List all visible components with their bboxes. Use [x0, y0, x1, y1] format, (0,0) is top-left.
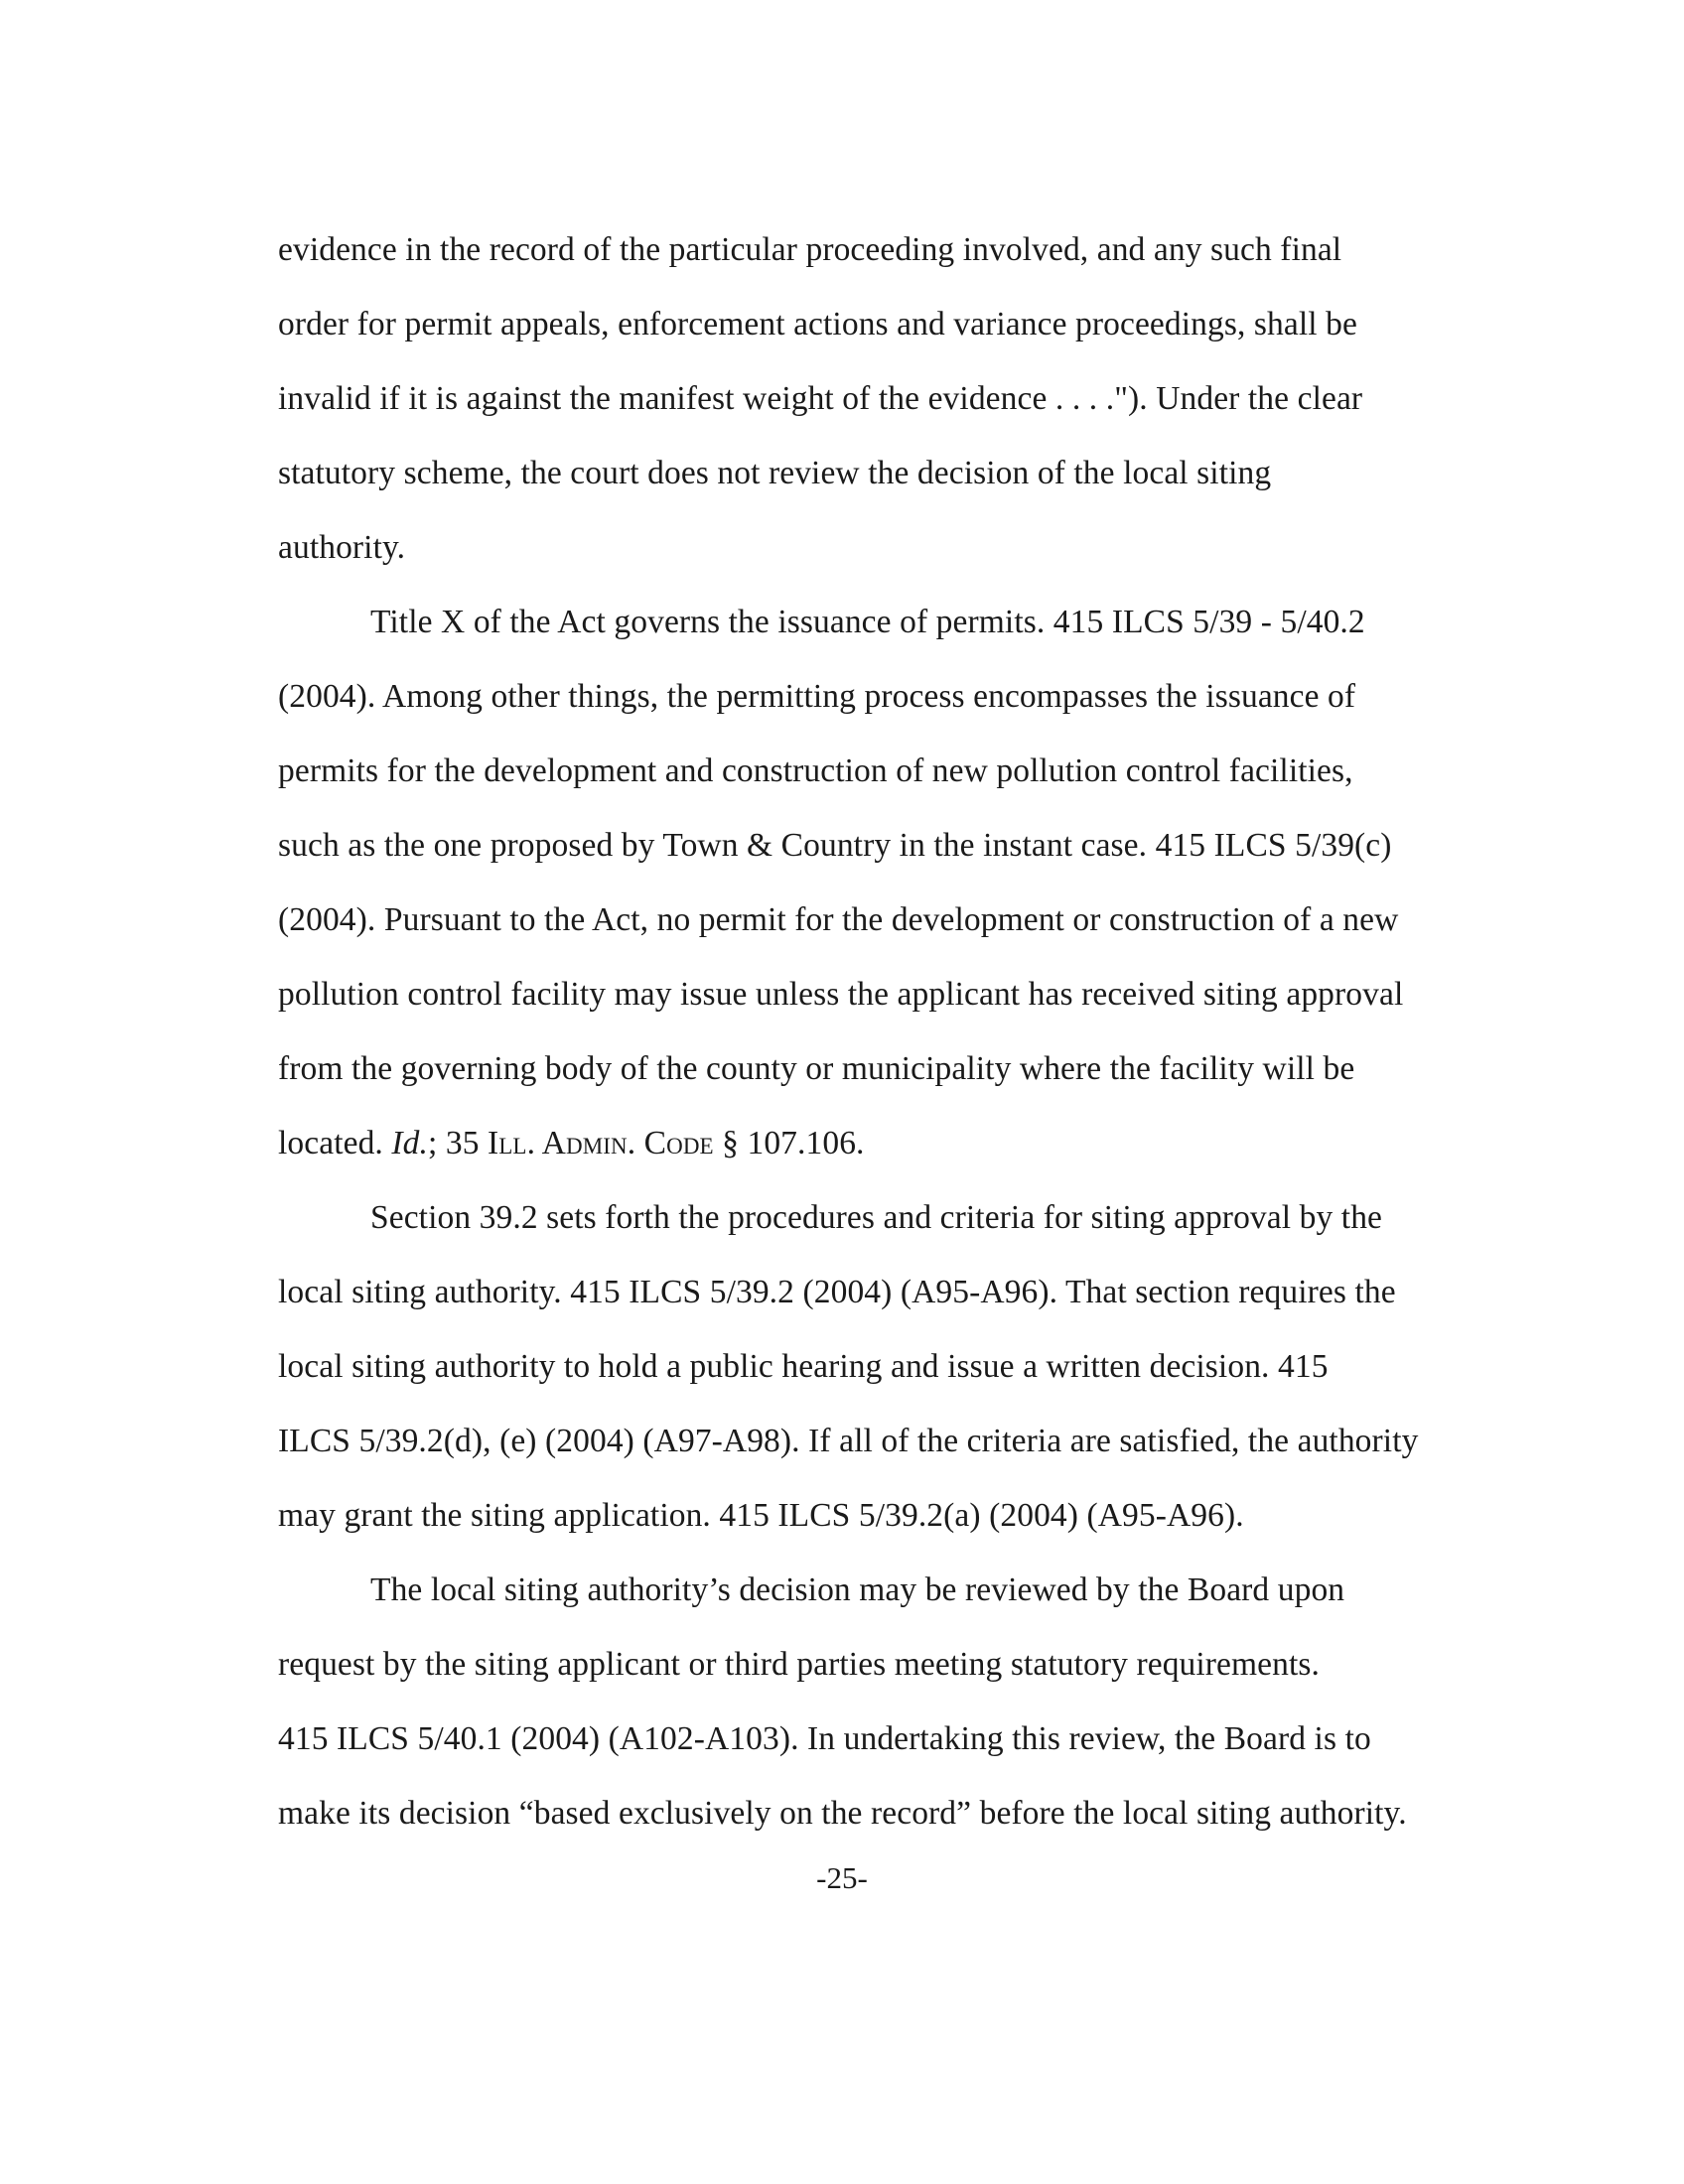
- text-line: from the governing body of the county or municipality where the facility will be: [278, 1050, 1355, 1087]
- paragraph-continued: [278, 212, 1509, 585]
- text-line: local siting authority to hold a public hearing and issue a written decision. 415: [278, 1348, 1329, 1385]
- text-line: local siting authority. 415 ILCS 5/39.2 (2004) (A95-A96). That section requires the: [278, 1274, 1396, 1310]
- text-line: 415 ILCS 5/40.1 (2004) (A102-A103). In undertaking this review, the Board is to: [278, 1720, 1371, 1757]
- text-line: Title X of the Act governs the issuance of permits. 415 ILCS 5/39 - 5/40.2: [370, 604, 1365, 640]
- text-line: request by the siting applicant or third parties meeting statutory requirements.: [278, 1646, 1321, 1683]
- text-line: (2004). Pursuant to the Act, no permit for the development or construction of a new: [278, 901, 1399, 938]
- text-line: invalid if it is against the manifest weight of the evidence . . . ."). Under the clear: [278, 380, 1363, 417]
- id-citation: Id.: [391, 1125, 428, 1161]
- text-line: may grant the siting application. 415 ILCS 5/39.2(a) (2004) (A95-A96).: [278, 1497, 1244, 1534]
- text-line-citation: [278, 1106, 1509, 1180]
- text-line: permits for the development and construction of new pollution control facilities,: [278, 752, 1353, 789]
- citation-middle: ; 35: [427, 1125, 489, 1161]
- text-line: make its decision “based exclusively on the record” before the local siting authority.: [278, 1795, 1407, 1832]
- text-line: Section 39.2 sets forth the procedures and criteria for siting approval by the: [370, 1199, 1383, 1236]
- text-line: ILCS 5/39.2(d), (e) (2004) (A97-A98). If all of the criteria are satisfied, the authority: [278, 1423, 1419, 1459]
- citation-suffix: § 107.106.: [713, 1125, 865, 1161]
- paragraph-section-39-2: [278, 1180, 1509, 1553]
- text-line: order for permit appeals, enforcement actions and variance proceedings, shall be: [278, 306, 1357, 342]
- page-number: -25-: [816, 1860, 868, 1895]
- text-line: evidence in the record of the particular proceeding involved, and any such final: [278, 231, 1342, 268]
- paragraph-title-x: [278, 585, 1509, 1180]
- text-line: such as the one proposed by Town & Country in the instant case. 415 ILCS 5/39(c): [278, 827, 1392, 864]
- body-text: [278, 212, 1509, 1850]
- text-line: authority.: [278, 529, 406, 566]
- admin-code-name: Ill. Admin. Code: [488, 1125, 714, 1161]
- text-line: The local siting authority’s decision may be reviewed by the Board upon: [370, 1571, 1345, 1608]
- text-line: statutory scheme, the court does not review the decision of the local siting: [278, 455, 1272, 491]
- paragraph-board-review: [278, 1553, 1509, 1850]
- citation-prefix: located.: [278, 1125, 392, 1161]
- text-line: (2004). Among other things, the permitting process encompasses the issuance of: [278, 678, 1356, 715]
- text-line: pollution control facility may issue unless the applicant has received siting approval: [278, 976, 1404, 1013]
